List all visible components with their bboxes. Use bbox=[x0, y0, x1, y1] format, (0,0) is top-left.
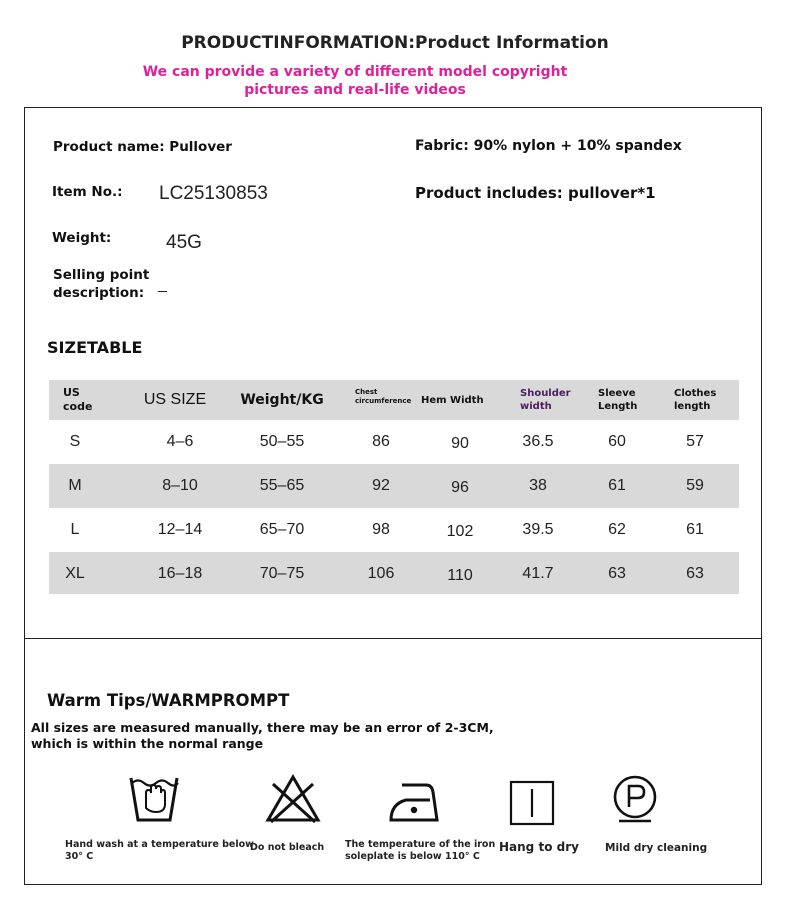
header-sleeve bbox=[598, 380, 658, 420]
table-cell: 96 bbox=[451, 479, 469, 496]
tips-text bbox=[31, 720, 494, 752]
promo-line-1: We can provide a variety of different model copyright bbox=[142, 64, 568, 80]
iron-icon bbox=[388, 782, 440, 824]
promo-line-2: pictures and real-life videos bbox=[244, 82, 466, 98]
fabric: Fabric: 90% nylon + 10% spandex bbox=[415, 138, 682, 154]
header-us-code-line2: code bbox=[63, 400, 93, 413]
size-row-xl bbox=[49, 552, 739, 594]
care-label-dry-clean-line1: Mild dry cleaning bbox=[605, 842, 708, 854]
care-label-no-bleach-line1: Do not bleach bbox=[250, 842, 325, 853]
table-cell: M bbox=[68, 477, 82, 494]
header-weight bbox=[231, 380, 333, 420]
tips-line-1: All sizes are measured manually, there may be an error of 2-3CM, bbox=[31, 720, 494, 735]
header-chest-line1: Chest bbox=[355, 388, 378, 396]
hang-dry-icon bbox=[509, 780, 555, 826]
header-clothes-line1: Clothes bbox=[674, 388, 717, 399]
care-label-no-bleach bbox=[250, 842, 324, 854]
table-cell: 86 bbox=[372, 433, 390, 450]
table-cell: 38 bbox=[529, 477, 547, 494]
care-label-dry-clean bbox=[605, 842, 707, 854]
selling-point-value: _ bbox=[158, 276, 167, 293]
table-cell: L bbox=[70, 521, 80, 538]
table-cell: 60 bbox=[608, 433, 626, 450]
table-cell: 39.5 bbox=[522, 521, 554, 538]
hand-wash-icon bbox=[128, 774, 180, 824]
header-hem-width-label: Hem Width bbox=[421, 394, 484, 406]
care-label-hand-wash bbox=[65, 839, 254, 863]
size-row-l bbox=[49, 508, 739, 552]
table-cell: 61 bbox=[608, 477, 626, 494]
table-cell: 50–55 bbox=[259, 433, 305, 450]
header-sleeve-line1: Sleeve bbox=[598, 388, 636, 399]
size-row-m bbox=[49, 464, 739, 508]
table-cell: 70–75 bbox=[259, 565, 305, 582]
dry-clean-icon bbox=[611, 774, 659, 824]
weight-value: 45G bbox=[166, 232, 202, 253]
header-sleeve-line2: Length bbox=[598, 401, 638, 412]
table-cell: S bbox=[69, 433, 81, 450]
tips-line-2: which is within the normal range bbox=[31, 736, 264, 751]
header-clothes-length bbox=[674, 380, 734, 420]
table-cell: XL bbox=[65, 565, 85, 582]
header-chest-line2: circumference bbox=[355, 397, 412, 405]
table-cell: 12–14 bbox=[157, 521, 203, 538]
table-cell: 8–10 bbox=[162, 477, 198, 494]
size-row-s bbox=[49, 420, 739, 464]
table-cell: 98 bbox=[372, 521, 390, 538]
item-no-value: LC25130853 bbox=[159, 183, 268, 204]
care-label-iron-line1: The temperature of the iron bbox=[345, 839, 496, 850]
size-table bbox=[49, 380, 739, 594]
table-cell: 63 bbox=[686, 565, 704, 582]
table-cell: 55–65 bbox=[259, 477, 305, 494]
weight-label: Weight: bbox=[52, 230, 112, 246]
size-table-header bbox=[49, 380, 739, 420]
item-no-label: Item No.: bbox=[52, 184, 123, 200]
product-name: Product name: Pullover bbox=[53, 139, 232, 155]
care-label-hand-wash-line2: 30° C bbox=[65, 851, 94, 862]
care-label-hand-wash-line1: Hand wash at a temperature below bbox=[65, 839, 254, 850]
table-cell: 106 bbox=[367, 565, 395, 582]
header-chest bbox=[355, 377, 425, 417]
table-cell: 62 bbox=[608, 521, 626, 538]
care-label-iron-line2: soleplate is below 110° C bbox=[345, 851, 480, 862]
header-us-code bbox=[49, 380, 109, 420]
table-cell: 110 bbox=[447, 567, 473, 584]
table-cell: 16–18 bbox=[157, 565, 203, 582]
no-bleach-icon bbox=[265, 774, 321, 824]
selling-point-label-2: description: bbox=[53, 285, 145, 301]
header-hem-width bbox=[421, 380, 489, 420]
table-cell: 90 bbox=[451, 435, 469, 452]
selling-point-label-1: Selling point bbox=[53, 267, 150, 283]
table-cell: 41.7 bbox=[522, 565, 554, 582]
care-label-iron bbox=[345, 839, 495, 863]
size-table-title: SIZETABLE bbox=[47, 338, 143, 357]
header-us-size-label: US SIZE bbox=[143, 391, 207, 408]
table-cell: 57 bbox=[686, 433, 704, 450]
header-clothes-line2: length bbox=[674, 401, 711, 412]
table-cell: 36.5 bbox=[522, 433, 554, 450]
header-us-size bbox=[124, 380, 226, 420]
table-cell: 4–6 bbox=[166, 433, 194, 450]
header-us-code-line1: US bbox=[63, 386, 80, 399]
table-cell: 61 bbox=[686, 521, 704, 538]
tips-title: Warm Tips/WARMPROMPT bbox=[47, 691, 290, 710]
table-cell: 92 bbox=[372, 477, 390, 494]
table-cell: 102 bbox=[446, 523, 474, 540]
care-label-hang-dry-line1: Hang to dry bbox=[499, 840, 579, 854]
table-cell: 65–70 bbox=[259, 521, 305, 538]
header-shoulder-line1: Shoulder bbox=[520, 388, 571, 399]
header-weight-label: Weight/KG bbox=[240, 392, 324, 408]
header-shoulder bbox=[520, 380, 590, 420]
table-cell: 59 bbox=[686, 477, 704, 494]
care-label-hang-dry bbox=[499, 841, 579, 853]
section-divider bbox=[24, 638, 762, 639]
product-includes: Product includes: pullover*1 bbox=[415, 184, 656, 202]
page-title: PRODUCTINFORMATION:Product Information bbox=[181, 33, 609, 53]
table-cell: 63 bbox=[608, 565, 626, 582]
header-shoulder-line2: width bbox=[520, 401, 552, 412]
